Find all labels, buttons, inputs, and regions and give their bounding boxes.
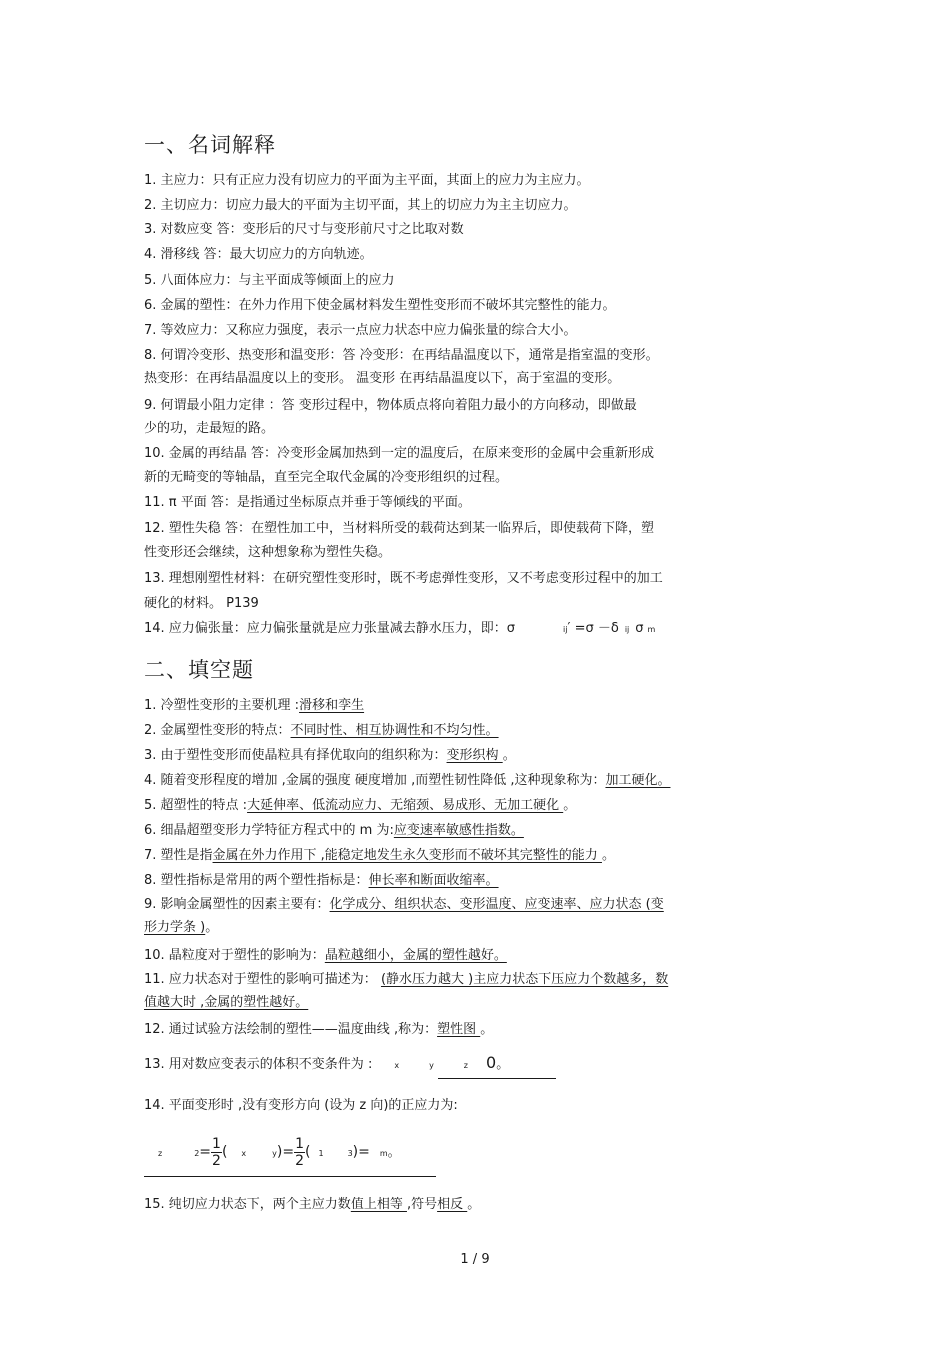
fill-item: 4. 随着变形程度的增加 ,金属的强度 硬度增加 ,而塑性韧性降低 ,这种现象称为：加工硬化。: [144, 773, 671, 788]
definition-line: 硬化的材料。 P139: [144, 596, 259, 611]
fill-item: 1. 冷塑性变形的主要机理 :滑移和孪生: [144, 698, 365, 713]
definition-line: 热变形：在再结晶温度以上的变形。 温变形 在再结晶温度以下，高于室温的变形。: [144, 371, 621, 386]
definition-line: 少的功，走最短的路。: [144, 421, 275, 436]
definition-line: 12. 塑性失稳 答：在塑性加工中，当材料所受的载荷达到某一临界后，即使载荷下降，塑: [144, 521, 654, 536]
fill-item: 7. 塑性是指金属在外力作用下 ,能稳定地发生永久变形而不破坏其完整性的能力 。: [144, 848, 615, 863]
answer: 晶粒越细小，金属的塑性越好。: [324, 948, 507, 963]
definition-line: 9. 何谓最小阻力定律 ：答 变形过程中，物体质点将向着阻力最小的方向移动，即做最: [144, 398, 637, 413]
fill-item: 15. 纯切应力状态下，两个主应力数值上相等 ,符号相反 。: [144, 1197, 481, 1212]
fill-item: 3. 由于塑性变形而使晶粒具有择优取向的组织称为：变形织构 。: [144, 748, 516, 763]
answer: 金属在外力作用下 ,能稳定地发生永久变形而不破坏其完整性的能力: [212, 848, 602, 863]
answer-underline: [144, 1176, 436, 1177]
definition-line: 性变形还会继续，这种想象称为塑性失稳。: [144, 545, 392, 560]
definition-line: 13. 理想刚塑性材料：在研究塑性变形时，既不考虑弹性变形，又不考虑变形过程中的加工: [144, 571, 663, 586]
definition-line: 8. 何谓冷变形、热变形和温变形：答 冷变形：在再结晶温度以下，通常是指室温的变形。: [144, 348, 659, 363]
answer: 相反: [437, 1197, 468, 1212]
page-number: 1 / 9: [460, 1252, 490, 1267]
answer: 应变速率敏感性指数。: [393, 823, 524, 838]
fill-item: 6. 细晶超塑变形力学特征方程式中的 m 为:应变速率敏感性指数。: [144, 823, 524, 838]
fill-item: 8. 塑性指标是常用的两个塑性指标是：伸长率和断面收缩率。: [144, 873, 499, 888]
answer: 不同时性、相互协调性和不均匀性。: [290, 723, 499, 738]
fill-item-continued: 形力学条 )。: [144, 920, 219, 935]
fill-item: 11. 应力状态对于塑性的影响可描述为： (静水压力越大 )主应力状态下压应力个数越多，数: [144, 972, 669, 987]
fill-item: 5. 超塑性的特点 :大延伸率、低流动应力、无缩颈、易成形、无加工硬化 。: [144, 798, 577, 813]
fill-item: 12. 通过试验方法绘制的塑性——温度曲线 ,称为：塑性图 。: [144, 1022, 494, 1037]
definition-line-deviatoric: 14. 应力偏张量：应力偏张量就是应力张量减去静水压力，即：σ ij′ =σ －δ ij σ m: [144, 621, 656, 636]
fill-item-continued: [144, 995, 308, 1011]
answer: 滑移和孪生: [299, 698, 365, 713]
fill-item: 14. 平面变形时 ,没有变形方向 (设为 z 向)的正应力为:: [144, 1098, 458, 1113]
answer: 化学成分、组织状态、变形温度、应变速率、应力状态 (变: [329, 897, 664, 912]
definition-line: 7. 等效应力：又称应力强度，表示一点应力状态中应力偏张量的综合大小。: [144, 323, 577, 338]
answer: 变形织构: [446, 748, 503, 763]
section-title-definitions: 一、名词解释: [144, 133, 276, 157]
definition-line: 1. 主应力：只有正应力没有切应力的平面为主平面，其面上的应力为主应力。: [144, 173, 590, 188]
answer: 形力学条 ): [144, 920, 206, 935]
fill-item: 2. 金属塑性变形的特点：不同时性、相互协调性和不均匀性。: [144, 723, 499, 738]
fraction-one-half: $\frac{1}{2}$: [295, 1136, 305, 1169]
definition-line: 2. 主切应力：切应力最大的平面为主切平面，其上的切应力为主主切应力。: [144, 198, 577, 213]
answer: 伸长率和断面收缩率。: [368, 873, 499, 888]
fill-item: 10. 晶粒度对于塑性的影响为：晶粒越细小，金属的塑性越好。: [144, 948, 507, 963]
definition-line: 4. 滑移线 答：最大切应力的方向轨迹。: [144, 247, 373, 262]
definition-line: 6. 金属的塑性：在外力作用下使金属材料发生塑性变形而不破坏其完整性的能力。: [144, 298, 616, 313]
answer: 塑性图: [437, 1022, 481, 1037]
answer: 大延伸率、低流动应力、无缩颈、易成形、无加工硬化: [247, 798, 564, 813]
fraction-one-half: $\frac{1}{2}$: [212, 1136, 221, 1169]
section-title-fill-in: 二、填空题: [144, 658, 254, 682]
plane-strain-formula: z 2= $\frac{1}{2}$ ( x y)= $\frac{1}{2}$ ( 1 3)= m。: [158, 1136, 401, 1169]
definition-line: 新的无畸变的等轴晶，直至完全取代金属的冷变形组织的过程。: [144, 470, 509, 485]
answer-underline: [438, 1078, 556, 1079]
answer: 值上相等: [350, 1197, 407, 1212]
answer: (静水压力越大 )主应力状态下压应力个数越多，数: [380, 972, 669, 987]
fill-item: 9. 影响金属塑性的因素主要有：化学成分、组织状态、变形温度、应变速率、应力状态 (变: [144, 897, 664, 912]
definition-line: 5. 八面体应力：与主平面成等倾面上的应力: [144, 273, 395, 288]
answer: 加工硬化。: [605, 773, 671, 788]
fill-item-volume-constancy: 13. 用对数应变表示的体积不变条件为 : x y z 0。: [144, 1053, 510, 1072]
definition-line: 10. 金属的再结晶 答：冷变形金属加热到一定的温度后，在原来变形的金属中会重新形成: [144, 446, 654, 461]
answer: 值越大时 ,金属的塑性越好。: [144, 995, 309, 1010]
definition-line: 11. π 平面 答：是指通过坐标原点并垂于等倾线的平面。: [144, 495, 471, 510]
definition-line: 3. 对数应变 答：变形后的尺寸与变形前尺寸之比取对数: [144, 222, 464, 237]
